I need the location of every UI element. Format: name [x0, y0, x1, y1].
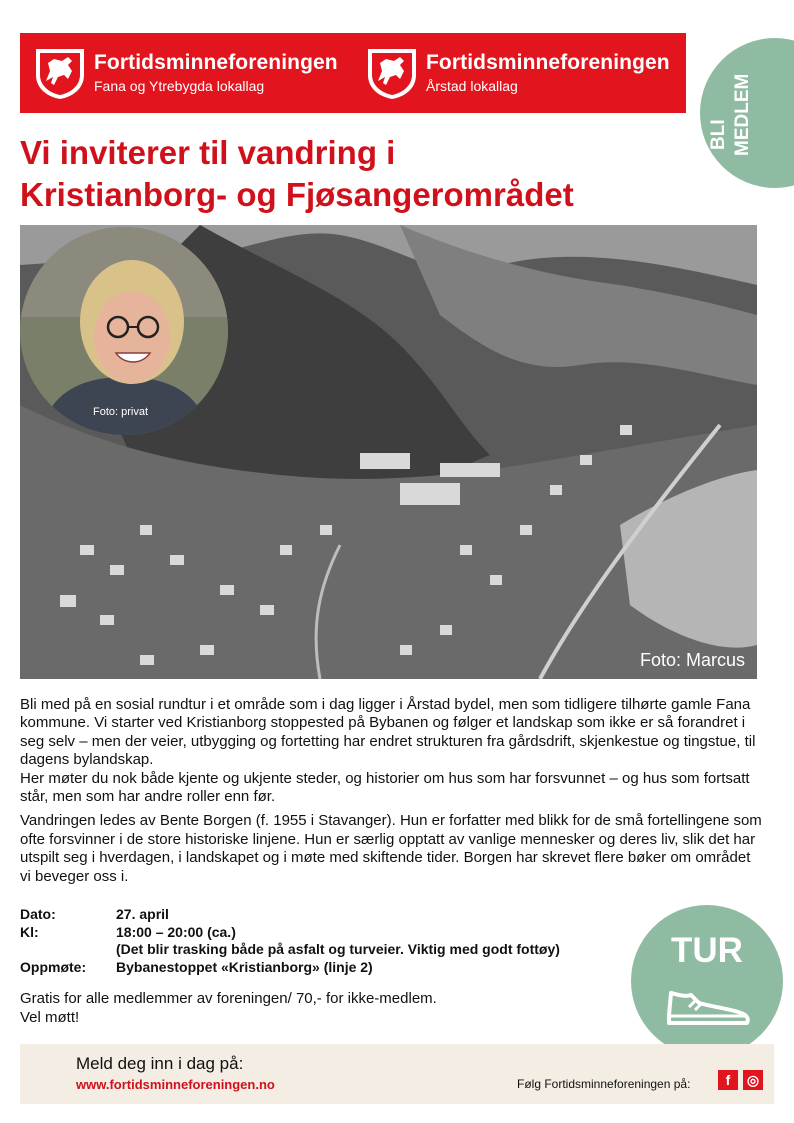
- note-row: [20, 941, 560, 959]
- meeting-row: [20, 959, 560, 977]
- meeting-value: Bybanestoppet «Kristianborg» (linje 2): [116, 958, 373, 975]
- horse-logo-icon: [32, 45, 88, 101]
- horse-logo-icon: [364, 45, 420, 101]
- guide-portrait: [20, 227, 228, 435]
- follow-text: Følg Fortidsminneforeningen på:: [517, 1077, 691, 1091]
- description: [20, 696, 765, 892]
- photo-credit-portrait: Foto: privat: [93, 406, 149, 418]
- instagram-icon[interactable]: ◎: [743, 1070, 763, 1090]
- tur-label: TUR: [671, 931, 743, 970]
- time-label: Kl:: [20, 923, 39, 940]
- paragraph-2-text: Her møter du nok både kjente og ukjente steder, og historier om hus som har forsvunnet – og hus som fortsatt står, men som har andre roller enn før.: [20, 769, 750, 806]
- shoe-icon: [665, 985, 751, 1029]
- photo-credit-main: Foto: Marcus: [639, 650, 745, 670]
- time-row: [20, 924, 560, 942]
- welcome-text: Vel møtt!: [20, 1008, 80, 1026]
- description-paragraph-2: Vandringen ledes av Bente Borgen (f. 1955 i Stavanger). Hun er forfatter med blikk for de små fortellingene som ofte forsvinner i de store historiske linjene. Hun er særlig opptatt av vanlige mennesker og deres liv, slik det har utspilt seg i hverdagen, i landskapet og i møte med skiftende tider. Borgen har skrevet flere bøker om området vi beveger oss i.: [20, 812, 762, 885]
- date-label: Dato:: [20, 906, 56, 922]
- title-line-2: Kristianborg- og Fjøsangerområdet: [20, 176, 574, 213]
- org-name: Fortidsminneforeningen: [426, 51, 670, 74]
- footer: [20, 1044, 774, 1104]
- tur-badge: [631, 905, 783, 1057]
- time-value: 18:00 – 20:00 (ca.): [116, 923, 236, 940]
- date-row: [20, 906, 560, 924]
- signup-cta: Meld deg inn i dag på:: [76, 1054, 244, 1073]
- date-value: 27. april: [116, 906, 169, 922]
- paragraph-1-text: Bli med på en sosial rundtur i et område som i dag ligger i Årstad bydel, men som tidligere tilhørte gamle Fana kommune. Vi starter ved Kristianborg stoppested på Bybanen og følger et landskap som ikke er så forandret i seg selv – men der veier, utbygging og fortetting har endret strukturen fra gårdsdrift, skjenkestue og tingstue, til dagens bylandskap.: [20, 696, 756, 769]
- org-logo-fana: [32, 43, 338, 103]
- org-subtitle: Fana og Ytrebygda lokallag: [94, 78, 265, 94]
- meeting-label: Oppmøte:: [20, 958, 87, 975]
- org-name: Fortidsminneforeningen: [94, 51, 338, 74]
- title-line-1: Vi inviterer til vandring i: [20, 134, 396, 171]
- member-badge-line1: BLI: [708, 119, 729, 150]
- org-logo-arstad: [364, 43, 670, 103]
- signup-link[interactable]: www.fortidsminneforeningen.no: [76, 1077, 275, 1092]
- page-title: [20, 132, 720, 216]
- price-text: Gratis for alle medlemmer av foreningen/ 70,- for ikke-medlem.: [20, 990, 437, 1007]
- facebook-icon[interactable]: f: [718, 1070, 738, 1090]
- price-info: [20, 990, 437, 1027]
- header-banner: [20, 33, 686, 113]
- description-paragraph-1: [20, 696, 765, 806]
- event-details: [20, 906, 560, 976]
- member-badge-line2: MEDLEM: [732, 73, 753, 156]
- portrait-illustration: [20, 227, 228, 435]
- footwear-note: (Det blir trasking både på asfalt og turveier. Viktig med godt fottøy): [116, 941, 560, 957]
- org-subtitle: Årstad lokallag: [426, 78, 518, 94]
